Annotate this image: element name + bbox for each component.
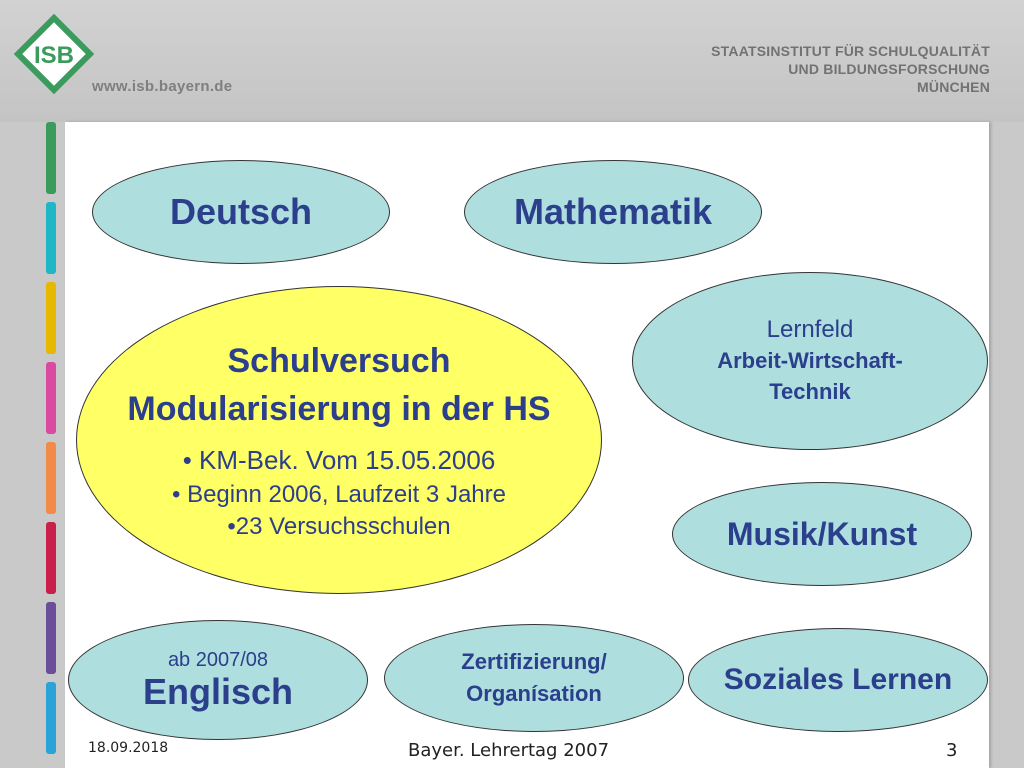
institute-name (711, 42, 990, 96)
lernfeld-line-2: Arbeit-Wirtschaft- (717, 348, 903, 373)
deutsch-label: Deutsch (169, 191, 313, 232)
center-title-line-2: Modularisierung in der HS (127, 390, 551, 428)
institute-line-3: MÜNCHEN (917, 79, 990, 95)
website-url: www.isb.bayern.de (92, 78, 233, 95)
oval-lernfeld (632, 272, 988, 450)
color-strip-1 (46, 122, 56, 194)
center-title-line-1: Schulversuch (227, 342, 451, 380)
oval-englisch (68, 620, 368, 740)
color-strip-8 (46, 682, 56, 754)
isb-logo (14, 14, 94, 94)
center-bullet-1: • KM-Bek. Vom 15.05.2006 (182, 445, 496, 475)
color-strip-4 (46, 362, 56, 434)
color-strip-5 (46, 442, 56, 514)
institute-line-2: UND BILDUNGSFORSCHUNG (788, 61, 990, 77)
footer-date: 18.09.2018 (88, 740, 169, 756)
lernfeld-line-1: Lernfeld (766, 316, 854, 343)
zertifizierung-line-1: Zertifizierung/ (461, 649, 607, 674)
color-strip-6 (46, 522, 56, 594)
color-strip-2 (46, 202, 56, 274)
logo-text: ISB (33, 42, 75, 69)
mathematik-label: Mathematik (513, 191, 713, 232)
oval-mathematik (464, 160, 762, 264)
oval-zertifizierung (384, 624, 684, 732)
color-strip-3 (46, 282, 56, 354)
color-strip-7 (46, 602, 56, 674)
center-bullet-3: •23 Versuchsschulen (227, 513, 451, 540)
oval-soziales-lernen (688, 628, 988, 732)
englisch-label: Englisch (142, 671, 294, 712)
soziales-lernen-label: Soziales Lernen (723, 663, 953, 696)
center-bullet-2: • Beginn 2006, Laufzeit 3 Jahre (172, 481, 506, 508)
oval-musik-kunst (672, 482, 972, 586)
lernfeld-line-3: Technik (769, 379, 851, 404)
footer-page-number: 3 (946, 740, 958, 761)
institute-line-1: STAATSINSTITUT FÜR SCHULQUALITÄT (711, 43, 990, 59)
zertifizierung-line-2: Organísation (466, 681, 602, 706)
oval-schulversuch (76, 286, 602, 594)
oval-deutsch (92, 160, 390, 264)
footer-event: Bayer. Lehrertag 2007 (408, 740, 610, 761)
musik-kunst-label: Musik/Kunst (726, 516, 918, 552)
englisch-sub-label: ab 2007/08 (167, 649, 269, 671)
